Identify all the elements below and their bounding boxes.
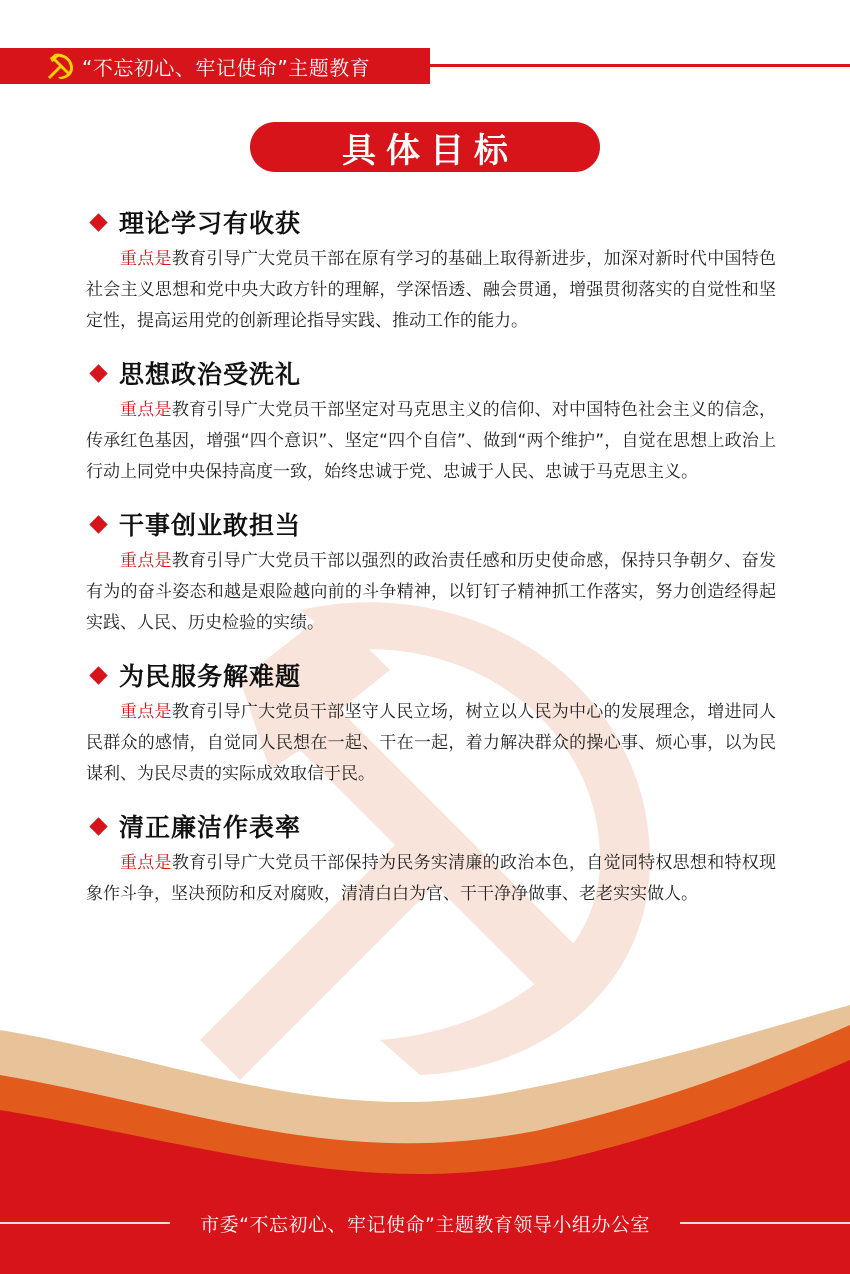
- section-text: 教育引导广大党员干部以强烈的政治责任感和历史使命感，保持只争朝夕、奋发有为的奋斗姿态和越是艰险越向前的斗争精神，以钉钉子精神抓工作落实，努力创造经得起实践、人民、历史检验的实绩。: [86, 551, 777, 633]
- section-title: 为民服务解难题: [119, 662, 302, 691]
- hammer-sickle-icon: [46, 51, 76, 81]
- header-banner: [0, 48, 430, 84]
- section-heading: [86, 504, 776, 544]
- section-title: 思想政治受洗礼: [119, 360, 302, 389]
- goal-sections: [86, 202, 776, 926]
- section-text: 教育引导广大党员干部保持为民务实清廉的政治本色，自觉同特权思想和特权现象作斗争，坚决预防和反对腐败，清清白白为官、干干净净做事、老老实实做人。: [86, 853, 777, 904]
- section-lead: 重点是: [120, 551, 172, 571]
- section-body: [86, 848, 776, 910]
- section-heading: [86, 655, 776, 695]
- diamond-bullet-icon: [89, 515, 107, 533]
- section-body: [86, 546, 776, 639]
- section-body: [86, 697, 776, 790]
- section-heading: [86, 353, 776, 393]
- header-title: “不忘初心、牢记使命”主题教育: [82, 55, 371, 80]
- section-lead: 重点是: [120, 702, 172, 722]
- header-divider: [430, 64, 850, 67]
- section-serve-people: [86, 655, 776, 790]
- section-ideology: [86, 353, 776, 488]
- section-lead: 重点是: [120, 249, 172, 269]
- section-theory-study: [86, 202, 776, 337]
- section-text: 教育引导广大党员干部在原有学习的基础上取得新进步，加深对新时代中国特色社会主义思想和党中央大政方针的理解，学深悟透、融会贯通，增强贯彻落实的自觉性和坚定性，提高运用党的创新理论指导实践、推动工作的能力。: [86, 249, 777, 331]
- diamond-bullet-icon: [89, 364, 107, 382]
- section-body: [86, 244, 776, 337]
- section-lead: 重点是: [120, 400, 172, 420]
- footer-issuer: 市委“不忘初心、牢记使命”主题教育领导小组办公室: [200, 1214, 650, 1236]
- section-heading: [86, 806, 776, 846]
- title-pill: [250, 122, 600, 172]
- diamond-bullet-icon: [89, 817, 107, 835]
- section-heading: [86, 202, 776, 242]
- page-title: 具体目标: [342, 130, 518, 171]
- section-responsibility: [86, 504, 776, 639]
- diamond-bullet-icon: [89, 213, 107, 231]
- section-body: [86, 395, 776, 488]
- section-title: 干事创业敢担当: [119, 511, 302, 540]
- section-integrity: [86, 806, 776, 910]
- section-title: 清正廉洁作表率: [119, 813, 302, 842]
- section-lead: 重点是: [120, 853, 172, 873]
- section-text: 教育引导广大党员干部坚定对马克思主义的信仰、对中国特色社会主义的信念，传承红色基因，增强“四个意识”、坚定“四个自信”、做到“两个维护”，自觉在思想上政治上行动上同党中央保持高度一致，始终忠诚于党、忠诚于人民、忠诚于马克思主义。: [86, 400, 777, 482]
- section-title: 理论学习有收获: [119, 209, 302, 238]
- diamond-bullet-icon: [89, 666, 107, 684]
- section-text: 教育引导广大党员干部坚守人民立场，树立以人民为中心的发展理念，增进同人民群众的感情，自觉同人民想在一起、干在一起，着力解决群众的操心事、烦心事，以为民谋利、为民尽责的实际成效取信于民。: [86, 702, 777, 784]
